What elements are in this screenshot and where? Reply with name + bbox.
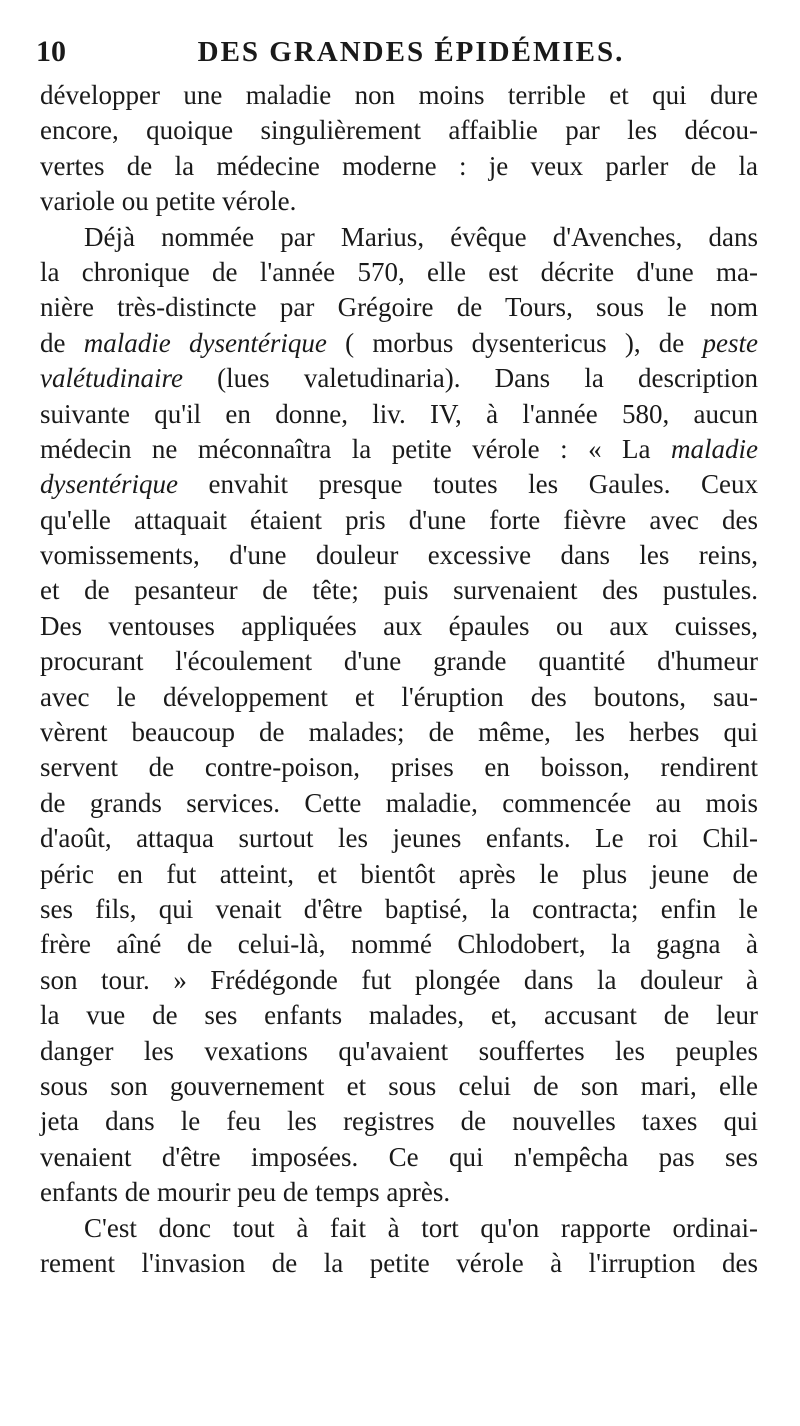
text-line: nière très-distincte par Grégoire de Tours, sous le nom xyxy=(40,292,758,323)
text-line: d'août, attaqua surtout les jeunes enfants. Le roi Chil- xyxy=(40,823,758,854)
text-line: ses fils, qui venait d'être baptisé, la contracta; enfin le xyxy=(40,893,758,924)
text-line: enfants de mourir peu de temps après. xyxy=(40,1177,451,1208)
text-line: procurant l'écoulement d'une grande quantité d'humeur xyxy=(40,646,758,677)
text-line: Déjà nommée par Marius, évêque d'Avenches, dans xyxy=(84,221,758,252)
italic-term: dysentérique xyxy=(40,469,178,500)
italic-term: maladie dysentérique xyxy=(83,327,327,358)
italic-term: peste xyxy=(702,327,759,358)
text-line: C'est donc tout à fait à tort qu'on rapporte ordinai- xyxy=(84,1212,758,1243)
text-span: médecin ne méconnaîtra la petite vérole : « La xyxy=(40,433,651,464)
italic-term: maladie xyxy=(671,433,759,464)
text-line: la vue de ses enfants malades, et, accusant de leur xyxy=(40,1000,758,1031)
text-line: vertes de la médecine moderne : je veux parler de la xyxy=(40,150,758,181)
text-line: vomissements, d'une douleur excessive dans les reins, xyxy=(40,540,758,571)
text-line xyxy=(40,326,758,361)
text-span: (lues valetudinaria). Dans la description xyxy=(217,363,758,394)
page-number: 10 xyxy=(36,35,66,68)
text-line: avec le développement et l'éruption des boutons, sau- xyxy=(40,681,758,712)
text-line: qu'elle attaquait étaient pris d'une forte fièvre avec des xyxy=(40,504,758,535)
text-line: variole ou petite vérole. xyxy=(40,186,297,217)
text-line: frère aîné de celui-là, nommé Chlodobert, la gagna à xyxy=(40,929,758,960)
text-line: encore, quoique singulièrement affaiblie par les décou- xyxy=(40,115,758,146)
text-line: jeta dans le feu les registres de nouvelles taxes qui xyxy=(40,1106,758,1137)
italic-term: valétudinaire xyxy=(40,363,183,394)
running-head xyxy=(36,32,766,72)
text-line: suivante qu'il en donne, liv. IV, à l'année 580, aucun xyxy=(40,398,758,429)
text-line: la chronique de l'année 570, elle est décrite d'une ma- xyxy=(40,256,758,287)
text-span: ( morbus dysentericus ), de xyxy=(345,327,685,358)
text-line: sous son gouvernement et sous celui de son mari, elle xyxy=(40,1070,758,1101)
text-span: envahit presque toutes les Gaules. Ceux xyxy=(208,469,758,500)
text-line xyxy=(40,467,758,502)
text-line: servent de contre-poison, prises en boisson, rendirent xyxy=(40,752,758,783)
text-line: développer une maladie non moins terrible et qui dure xyxy=(40,80,758,110)
text-line: son tour. » Frédégonde fut plongée dans la douleur à xyxy=(40,964,758,995)
text-line: péric en fut atteint, et bientôt après le plus jeune de xyxy=(40,858,758,889)
text-line: rement l'invasion de la petite vérole à l'irruption des xyxy=(40,1247,758,1278)
body-text xyxy=(40,78,758,1281)
text-line: danger les vexations qu'avaient souffertes les peuples xyxy=(40,1035,758,1066)
text-line xyxy=(40,361,758,396)
text-line: venaient d'être imposées. Ce qui n'empêcha pas ses xyxy=(40,1141,758,1172)
text-line xyxy=(40,432,758,467)
text-line: Des ventouses appliquées aux épaules ou aux cuisses, xyxy=(40,610,758,641)
text-line: et de pesanteur de tête; puis survenaient des pustules. xyxy=(40,575,758,606)
text-line: vèrent beaucoup de malades; de même, les herbes qui xyxy=(40,717,758,748)
running-title: DES GRANDES ÉPIDÉMIES. xyxy=(197,36,625,68)
text-line: de grands services. Cette maladie, commencée au mois xyxy=(40,787,758,818)
text-span: de xyxy=(40,327,66,358)
